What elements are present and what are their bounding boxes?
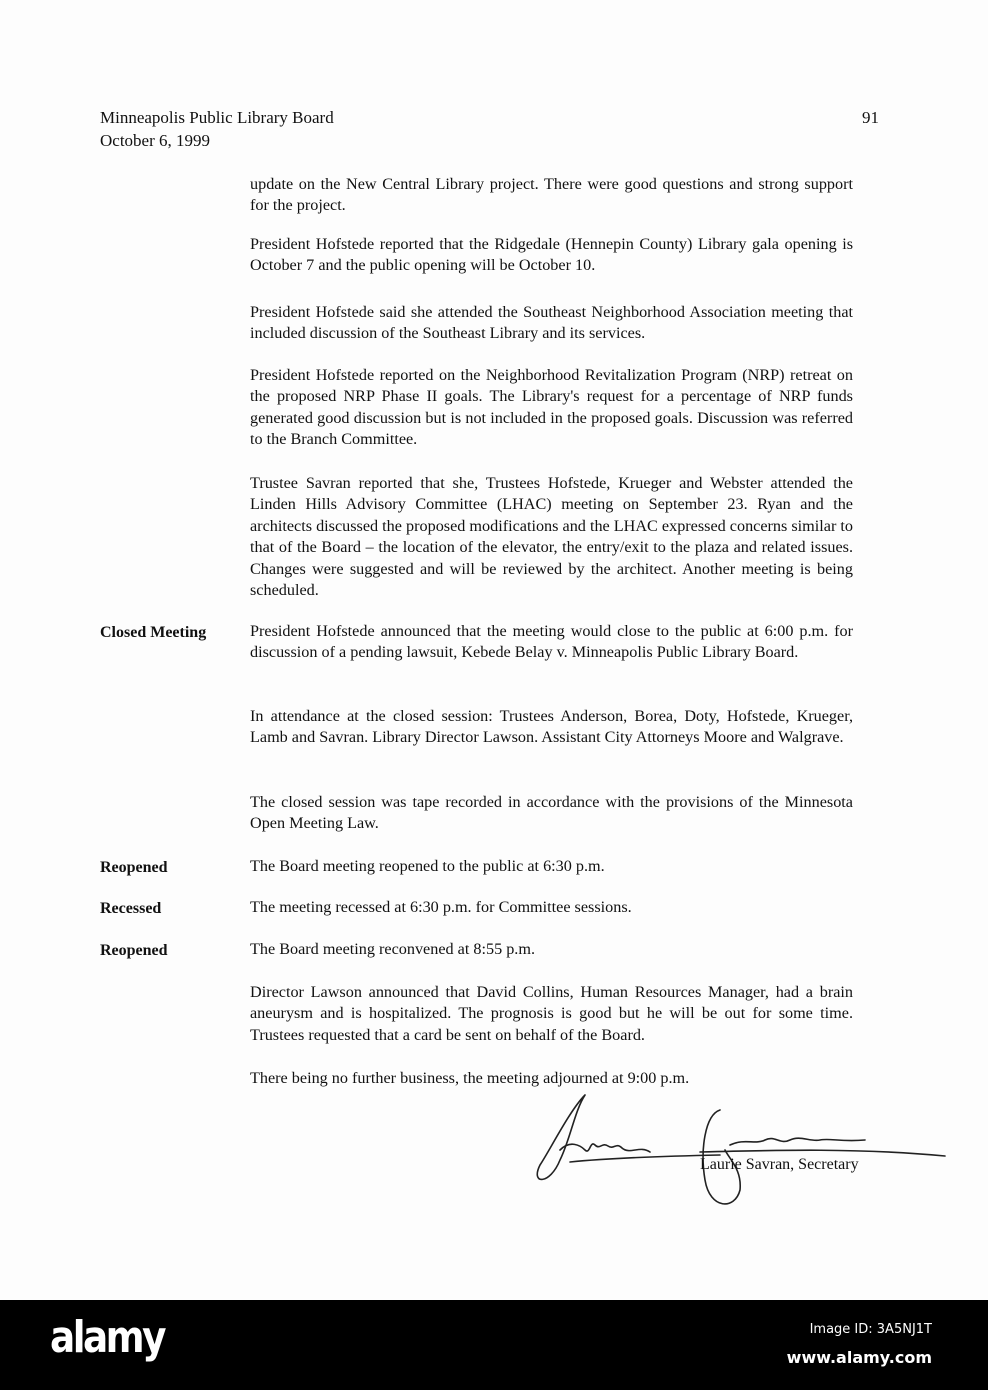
paragraph: The Board meeting reconvened at 8:55 p.m. (250, 940, 535, 958)
paragraph: update on the New Central Library project. There were good questions and strong support for the project. (250, 175, 853, 215)
paragraph: President Hofstede announced that the meeting would close to the public at 6:00 p.m. for discussion of a pending lawsuit, Kebede Belay v. Minneapolis Public Library Board. (250, 622, 853, 662)
paragraph: The closed session was tape recorded in accordance with the provisions of the Minnesota Open Meeting Law. (250, 793, 853, 833)
label-reopened: Reopened (100, 942, 168, 959)
paragraph: President Hofstede reported on the Neighborhood Revitalization Program (NRP) retreat on the proposed NRP Phase II goals. The Library's request for a percentage of NRP funds generated good discussion but is not included in the proposed goals. Discussion was referred to the Branch Committee. (250, 366, 853, 449)
paragraph: President Hofstede said she attended the Southeast Neighborhood Association meeting that included discussion of the Southeast Library and its services. (250, 303, 853, 343)
paragraph: In attendance at the closed session: Trustees Anderson, Borea, Doty, Hofstede, Krueger, Lamb and Savran. Library Director Lawson. Assistant City Attorneys Moore and Walgrave. (250, 707, 853, 747)
paragraph: President Hofstede reported that the Ridgedale (Hennepin County) Library gala opening is October 7 and the public opening will be October 10. (250, 235, 853, 275)
label-reopened: Reopened (100, 859, 168, 876)
image-id: Image ID: 3A5NJ1T (809, 1322, 932, 1337)
header-date: October 6, 1999 (100, 131, 211, 150)
watermark-bar (0, 1300, 988, 1390)
paragraph: The Board meeting reopened to the public at 6:30 p.m. (250, 857, 605, 875)
paragraph: Trustee Savran reported that she, Trustees Hofstede, Krueger and Webster attended the Linden Hills Advisory Committee (LHAC) meeting on September 23. Ryan and the architects discussed the proposed modifications and the LHAC expressed concerns similar to that of the Board – the location of the elevator, the entry/exit to the plaza and related issues. Changes were suggested and will be reviewed by the architect. Another meeting is being scheduled. (250, 474, 853, 600)
label-closed-meeting: Closed Meeting (100, 624, 207, 641)
signature-name-title: Laurie Savran, Secretary (700, 1156, 859, 1173)
page-number: 91 (862, 108, 879, 127)
header-organization: Minneapolis Public Library Board (100, 108, 334, 127)
paragraph: There being no further business, the meeting adjourned at 9:00 p.m. (250, 1069, 690, 1087)
alamy-logo: alamy (50, 1312, 164, 1363)
paragraph: Director Lawson announced that David Collins, Human Resources Manager, had a brain aneurysm and is hospitalized. The prognosis is good but he will be out for some time. Trustees requested that a card be sent on behalf of the Board. (250, 983, 853, 1044)
label-recessed: Recessed (100, 900, 162, 917)
watermark-url: www.alamy.com (786, 1348, 932, 1367)
paragraph: The meeting recessed at 6:30 p.m. for Committee sessions. (250, 898, 632, 916)
